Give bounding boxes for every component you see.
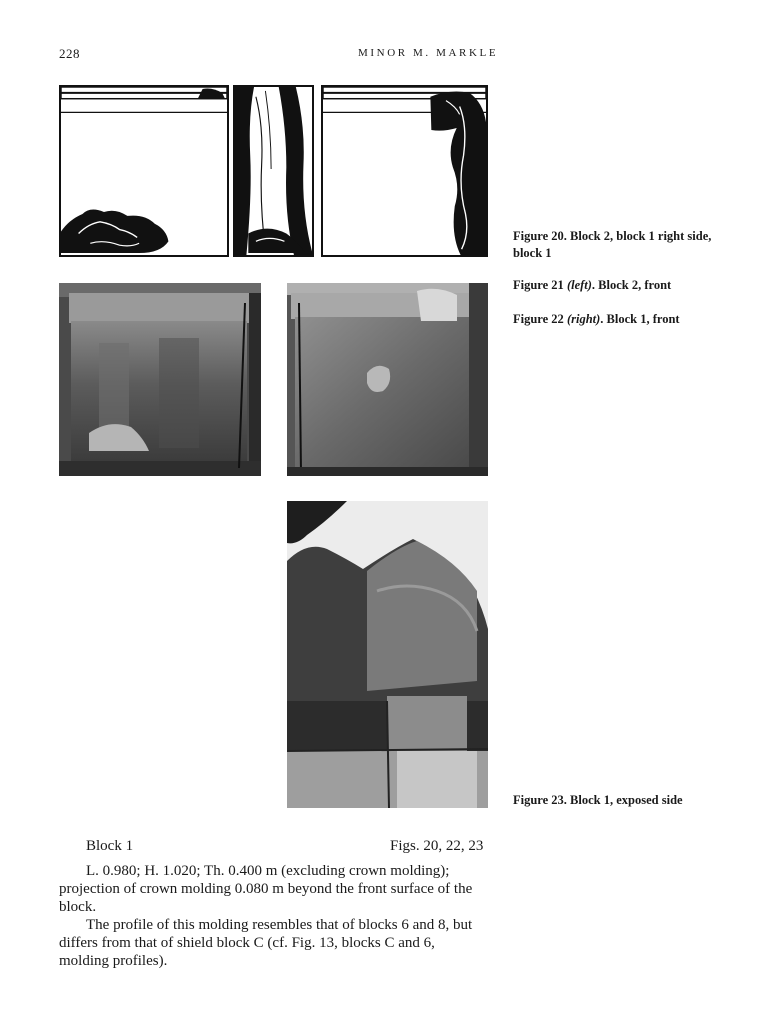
- figure-21-caption: Figure 21 (left). Block 2, front: [513, 278, 672, 292]
- entry-figure-references: Figs. 20, 22, 23: [390, 838, 484, 854]
- entry-paragraph-2: The profile of this molding resembles that of blocks 6 and 8, but differs from that of shield block C (cf. Fig. 13, blocks C and 6, molding profiles).: [59, 917, 473, 969]
- running-head: MINOR M. MARKLE: [358, 47, 499, 59]
- figure-20-caption: Figure 20. Block 2, block 1 right side, block 1: [513, 229, 712, 260]
- figure-23-caption: Figure 23. Block 1, exposed side: [513, 793, 683, 807]
- page-number: 228: [59, 46, 80, 61]
- figure-21-photo-block-2-front: [59, 283, 261, 476]
- figure-20-drawing-block-1: [321, 85, 488, 257]
- entry-title: Block 1: [86, 838, 134, 854]
- entry-paragraph-1: L. 0.980; H. 1.020; Th. 0.400 m (excluding crown molding); projection of crown molding 0.080 m beyond the front surface of the block.: [59, 863, 473, 915]
- figure-20-drawing-block-2: [59, 85, 229, 257]
- figure-20-drawing-block-1-right-side: [233, 85, 314, 257]
- entry-body: [59, 862, 487, 970]
- figure-22-caption: Figure 22 (right). Block 1, front: [513, 312, 680, 326]
- figure-22-photo-block-1-front: [287, 283, 488, 476]
- figure-23-photo-block-1-exposed-side: [287, 501, 488, 808]
